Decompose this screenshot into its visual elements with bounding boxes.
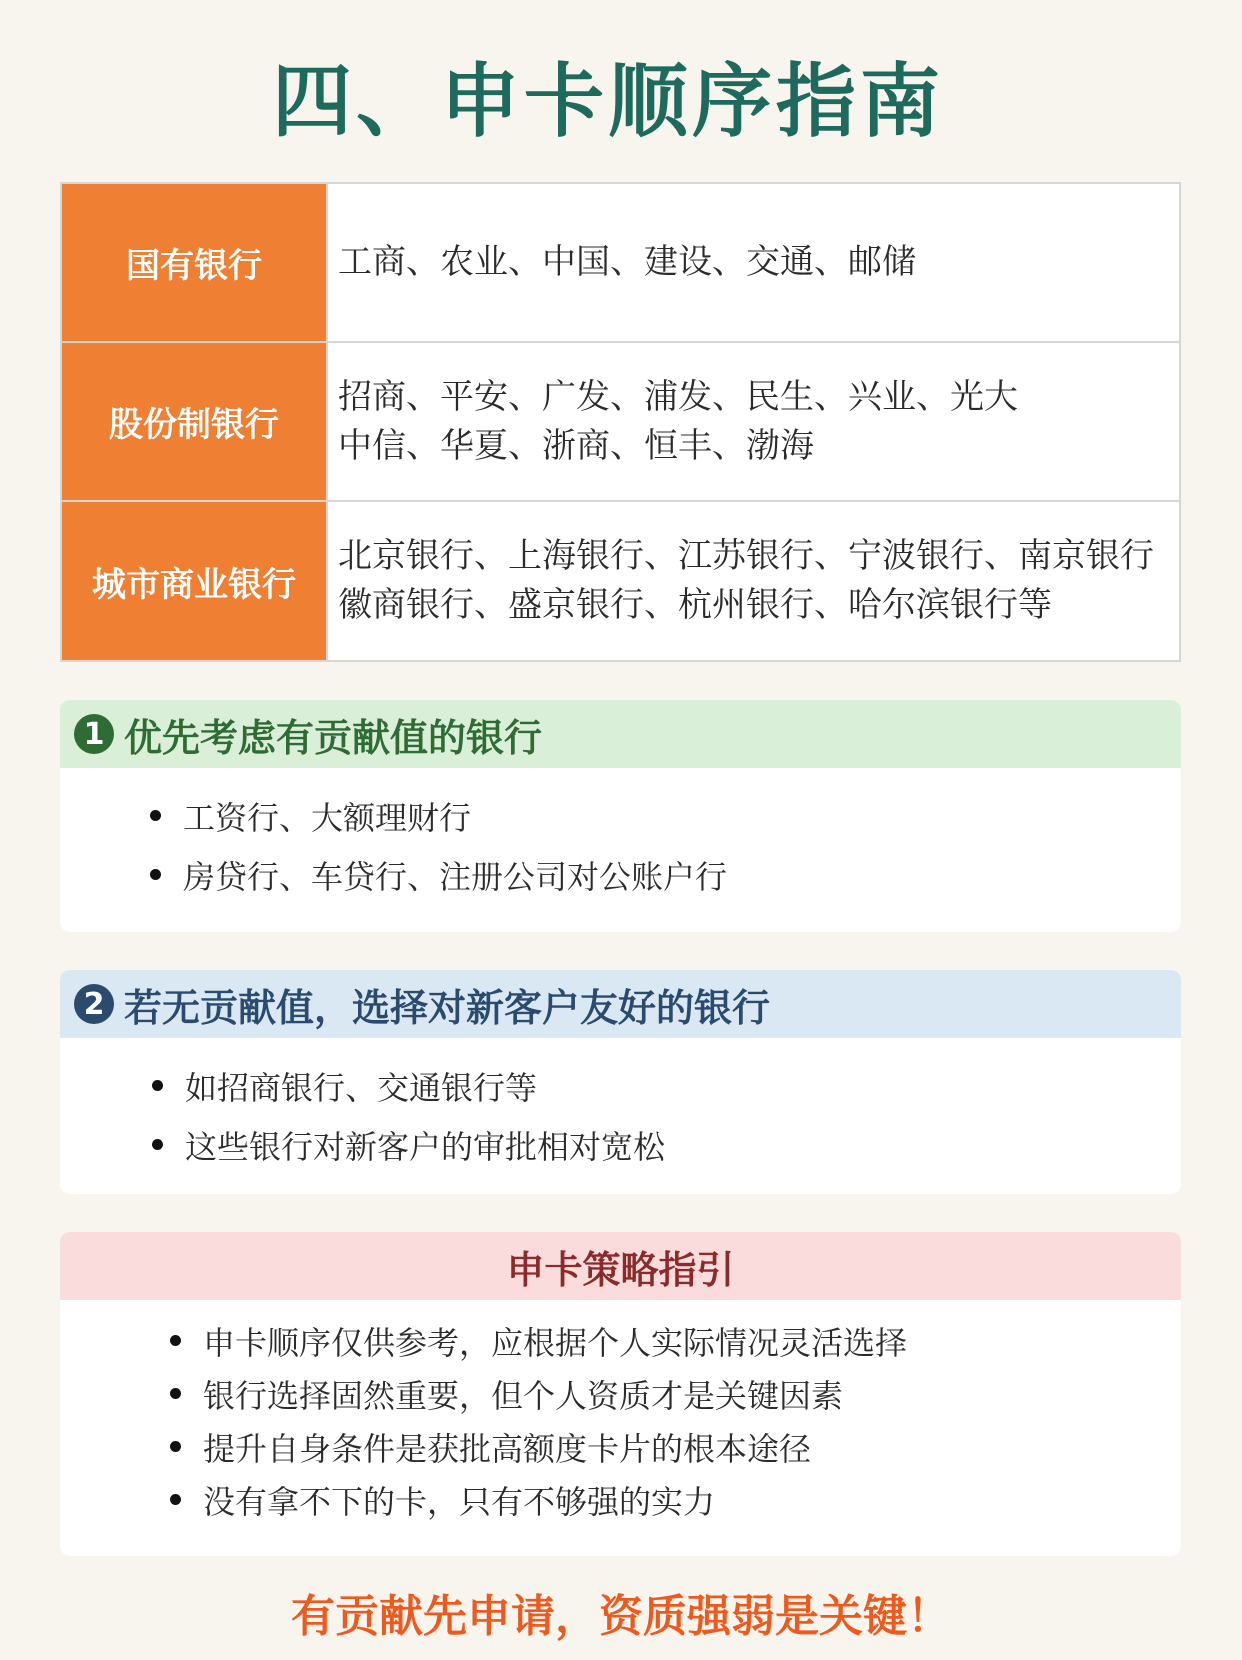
section-body [60,1300,1181,1526]
bank-category-city-commercial: 城市商业银行 [62,502,328,660]
list-item-text: 这些银行对新客户的审批相对宽松 [185,1127,666,1166]
bank-list [328,502,1179,660]
section-header [60,700,1181,768]
list-item-text: 如招商银行、交通银行等 [185,1068,538,1107]
section-title: 若无贡献值，选择对新客户友好的银行 [124,985,771,1030]
list-item [60,1473,1181,1526]
list-item-text: 房贷行、车贷行、注册公司对公账户行 [183,857,728,896]
bank-category-joint-stock: 股份制银行 [62,343,328,500]
bullet-dot-icon [152,1080,163,1091]
section-title: 优先考虑有贡献值的银行 [124,715,543,760]
list-item [60,1314,1181,1367]
bullet-dot-icon [170,1494,181,1505]
list-item [60,845,1181,904]
table-row [62,343,1179,502]
list-item-text: 提升自身条件是获批高额度卡片的根本途径 [203,1429,812,1468]
bank-category-state-owned: 国有银行 [62,184,328,341]
number-one-badge: 1 [74,714,114,754]
section-priority-banks [60,700,1181,932]
section-title: 申卡策略指引 [506,1247,735,1292]
bank-list [328,184,1179,341]
section-body [60,1038,1181,1174]
bank-list [328,343,1179,500]
footer-slogan: 有贡献先申请，资质强弱是关键！ [291,1591,951,1642]
section-new-customer-banks [60,970,1181,1194]
list-item [60,786,1181,845]
list-item-text: 银行选择固然重要，但个人资质才是关键因素 [203,1376,844,1415]
page-title: 四、申卡顺序指南 [272,55,944,148]
bullet-dot-icon [152,1139,163,1150]
list-item-text: 工资行、大额理财行 [183,798,472,837]
bank-list-line: 工商、农业、中国、建设、交通、邮储 [338,242,916,282]
table-row [62,502,1179,660]
list-item [60,1420,1181,1473]
bank-list-line: 徽商银行、盛京银行、杭州银行、哈尔滨银行等 [338,585,1052,625]
bank-list-line: 招商、平安、广发、浦发、民生、兴业、光大 [338,376,1018,417]
section-header [60,970,1181,1038]
bullet-dot-icon [170,1388,181,1399]
bank-category-table [60,182,1181,662]
section-strategy-guide [60,1232,1181,1556]
bullet-dot-icon [150,810,161,821]
list-item [60,1115,1181,1174]
bank-list-line: 中信、华夏、浙商、恒丰、渤海 [338,425,814,466]
section-body [60,768,1181,904]
bank-list-line: 北京银行、上海银行、江苏银行、宁波银行、南京银行 [338,536,1154,576]
bullet-dot-icon [170,1335,181,1346]
number-two-badge: 2 [74,984,114,1024]
list-item-text: 没有拿不下的卡，只有不够强的实力 [203,1482,716,1521]
list-item-text: 申卡顺序仅供参考，应根据个人实际情况灵活选择 [203,1323,908,1362]
bullet-dot-icon [170,1441,181,1452]
bullet-dot-icon [150,869,161,880]
table-row [62,184,1179,343]
list-item [60,1367,1181,1420]
section-header [60,1232,1181,1300]
list-item [60,1056,1181,1115]
